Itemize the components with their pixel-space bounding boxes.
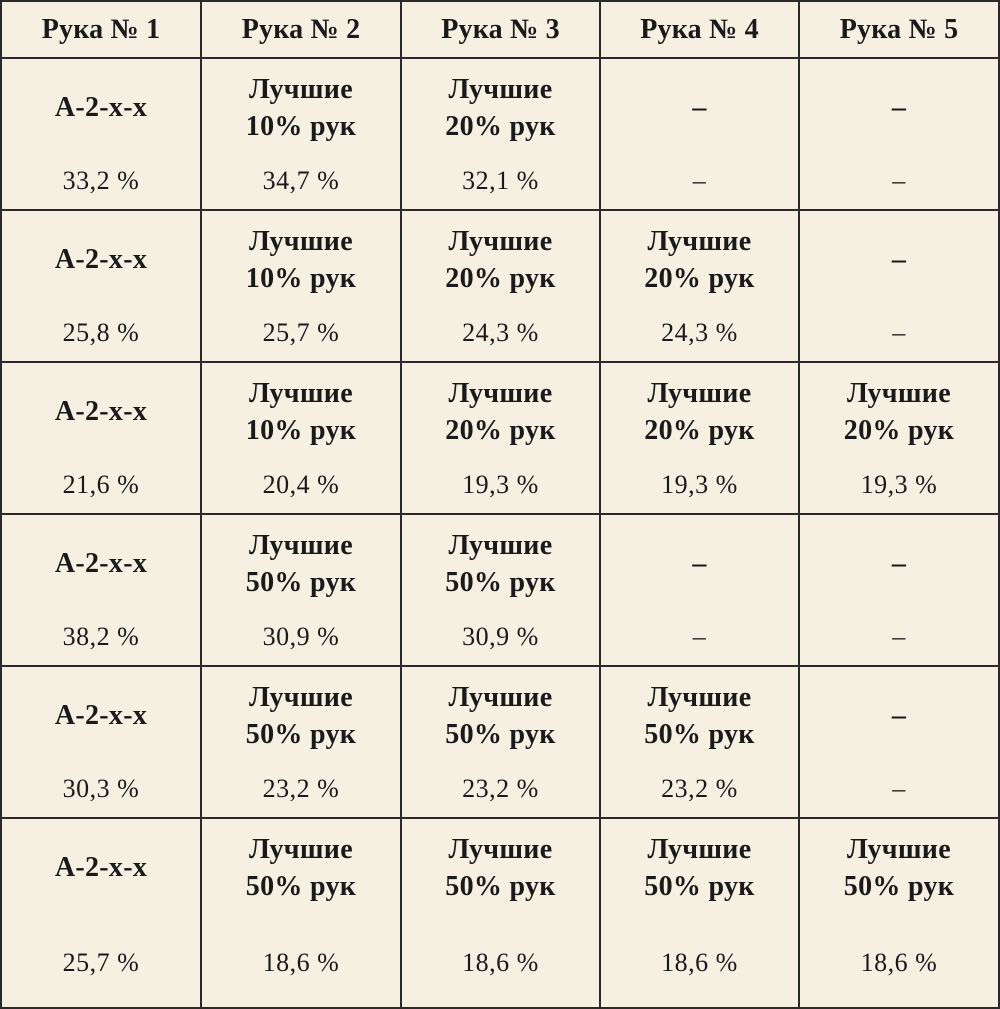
equity-percent: 20,4 % [262, 470, 340, 499]
table-cell [202, 363, 402, 515]
hand-range-label: А-2-х-х [54, 396, 148, 427]
table-cell [202, 59, 402, 211]
table-cell [202, 211, 402, 363]
equity-percent: – [892, 622, 906, 651]
hand-range-label: Лучшие 50% рук [644, 834, 755, 902]
hand-range-label: Лучшие 10% рук [245, 378, 357, 446]
hand-range-label: Лучшие 50% рук [445, 530, 556, 598]
table-cell [202, 667, 402, 819]
hand-range-label: А-2-х-х [54, 92, 148, 123]
table-cell [800, 363, 998, 515]
hand-range-label: Лучшие 20% рук [445, 74, 556, 142]
hand-range-label: Лучшие 10% рук [245, 74, 357, 142]
table-cell [202, 819, 402, 1007]
equity-percent: 19,3 % [462, 470, 539, 499]
table-cell [800, 211, 998, 363]
equity-percent: 38,2 % [62, 622, 140, 651]
hand-range-label: Лучшие 50% рук [445, 682, 556, 750]
table-cell [2, 211, 202, 363]
hand-range-label: Лучшие 50% рук [644, 682, 755, 750]
hand-range-label: А-2-х-х [54, 548, 148, 579]
equity-percent: 19,3 % [661, 470, 738, 499]
table-cell [202, 515, 402, 667]
table-cell [601, 819, 800, 1007]
table-cell [2, 59, 202, 211]
hand-range-label: Лучшие 20% рук [644, 378, 755, 446]
equity-percent: 18,6 % [262, 948, 340, 977]
table-cell [2, 363, 202, 515]
equity-percent: 18,6 % [462, 948, 539, 977]
table-cell [800, 667, 998, 819]
equity-percent: – [892, 318, 906, 347]
hand-range-label: А-2-х-х [54, 852, 148, 883]
equity-percent: 25,8 % [62, 318, 140, 347]
equity-percent: 18,6 % [860, 948, 938, 977]
table-cell [402, 59, 601, 211]
table-cell [2, 515, 202, 667]
hand-range-label: – [891, 548, 907, 579]
hand-range-label: – [692, 548, 707, 579]
hand-range-label: – [692, 92, 707, 123]
hand-range-label: Лучшие 20% рук [445, 378, 556, 446]
table-cell [402, 667, 601, 819]
equity-percent: 24,3 % [661, 318, 738, 347]
table-cell [402, 363, 601, 515]
hand-range-label: А-2-х-х [54, 700, 148, 731]
equity-percent: – [692, 622, 707, 651]
equity-percent: – [892, 166, 906, 195]
table-cell [601, 363, 800, 515]
equity-percent: 19,3 % [860, 470, 938, 499]
equity-percent: 34,7 % [262, 166, 340, 195]
equity-percent: 25,7 % [62, 948, 140, 977]
equity-percent: 30,9 % [462, 622, 539, 651]
equity-percent: 23,2 % [661, 774, 738, 803]
equity-percent: 23,2 % [262, 774, 340, 803]
table-cell [402, 211, 601, 363]
hand-range-label: – [891, 92, 907, 123]
equity-percent: 32,1 % [462, 166, 539, 195]
table-cell [2, 667, 202, 819]
table-cell [800, 819, 998, 1007]
hand-range-label: Лучшие 20% рук [445, 226, 556, 294]
hand-range-label: Лучшие 50% рук [245, 530, 357, 598]
equity-percent: 25,7 % [262, 318, 340, 347]
header-hand-1: Рука № 1 [2, 2, 202, 59]
hand-range-label: Лучшие 20% рук [644, 226, 755, 294]
header-hand-3: Рука № 3 [402, 2, 601, 59]
equity-percent: 23,2 % [462, 774, 539, 803]
header-hand-2: Рука № 2 [202, 2, 402, 59]
equity-percent: 24,3 % [462, 318, 539, 347]
hand-range-label: – [891, 700, 907, 731]
table-cell [601, 515, 800, 667]
hand-range-label: Лучшие 50% рук [245, 682, 357, 750]
hand-range-label: Лучшие 50% рук [843, 834, 955, 902]
equity-percent: 21,6 % [62, 470, 140, 499]
hand-range-label: Лучшие 10% рук [245, 226, 357, 294]
header-hand-4: Рука № 4 [601, 2, 800, 59]
equity-percent: 30,9 % [262, 622, 340, 651]
header-hand-5: Рука № 5 [800, 2, 998, 59]
hand-range-label: Лучшие 20% рук [843, 378, 955, 446]
equity-percent: – [692, 166, 707, 195]
hand-range-label: Лучшие 50% рук [245, 834, 357, 902]
table-cell [402, 819, 601, 1007]
equity-percent: 30,3 % [62, 774, 140, 803]
table-cell [601, 667, 800, 819]
table-cell [601, 211, 800, 363]
hand-range-label: – [891, 244, 907, 275]
equity-percent: 18,6 % [661, 948, 738, 977]
table-cell [800, 59, 998, 211]
equity-percent: 33,2 % [62, 166, 140, 195]
equity-percent: – [892, 774, 906, 803]
hand-range-label: А-2-х-х [54, 244, 148, 275]
table-cell [402, 515, 601, 667]
table-cell [601, 59, 800, 211]
hand-range-label: Лучшие 50% рук [445, 834, 556, 902]
table-cell [800, 515, 998, 667]
table-cell [2, 819, 202, 1007]
